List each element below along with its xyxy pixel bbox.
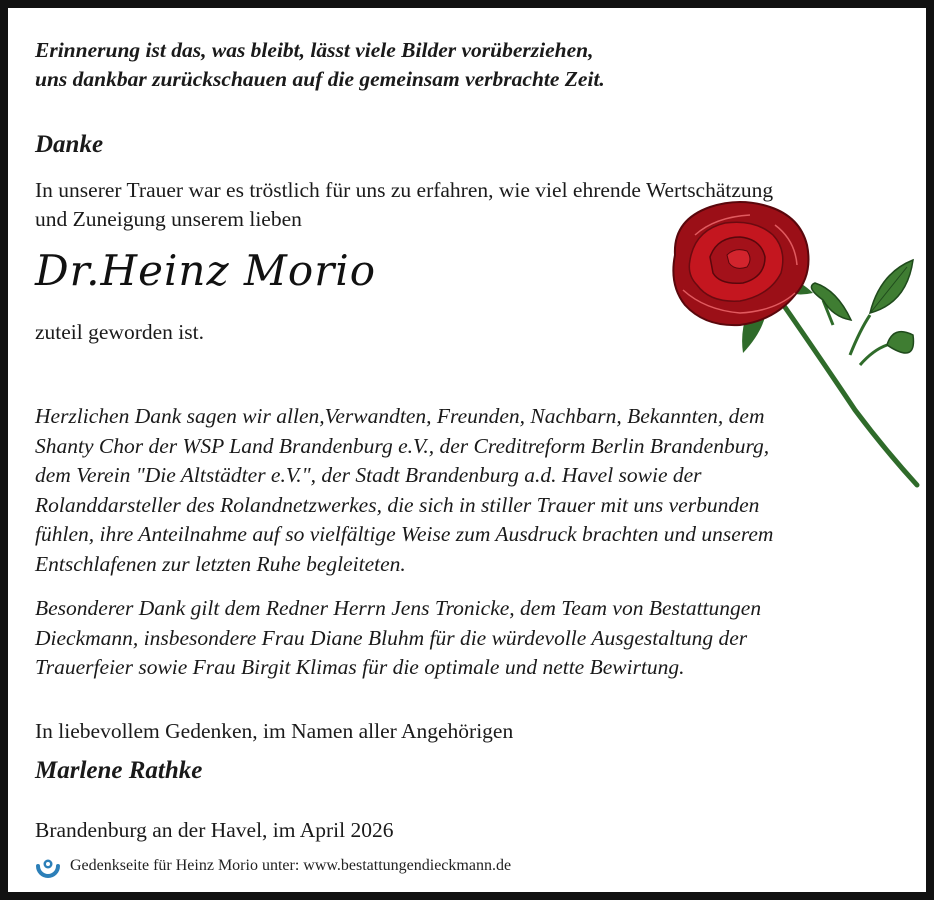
- thanks2-line: Trauerfeier sowie Frau Birgit Klimas für die optimale und nette Bewirtung.: [35, 655, 685, 680]
- intro-line-1: In unserer Trauer war es tröstlich für uns zu erfahren, wie viel ehrende Wertschätzung: [35, 178, 774, 202]
- motto-verse: [35, 36, 605, 94]
- thanks2-line: Dieckmann, insbesondere Frau Diane Bluhm für die würdevolle Ausgestaltung der: [35, 625, 748, 650]
- thanks1-line: fühlen, ihre Anteilnahme auf so vielfältige Weise zum Ausdruck brachten und unserem: [35, 522, 774, 547]
- signer-name: Marlene Rathke: [35, 757, 203, 784]
- motto-line-1: Erinnerung ist das, was bleibt, lässt viele Bilder vorüberziehen,: [35, 38, 594, 62]
- memorial-logo-icon: [34, 854, 62, 882]
- thanks1-line: Entschlafenen zur letzten Ruhe begleiteten.: [35, 551, 406, 576]
- place-date: Brandenburg an der Havel, im April 2026: [35, 818, 394, 842]
- footer-memorial-link: Gedenkseite für Heinz Morio unter: www.bestattungendieckmann.de: [70, 857, 512, 874]
- thanks1-line: Herzlichen Dank sagen wir allen,Verwandten, Freunden, Nachbarn, Bekannten, dem: [35, 404, 765, 428]
- heading-danke: Danke: [35, 131, 104, 158]
- thanks1-line: Rolanddarsteller des Rolandnetzwerkes, die sich in stiller Trauer mit uns verbunden: [35, 492, 760, 517]
- intro-line-2: und Zuneigung unserem lieben: [35, 207, 302, 231]
- red-rose-illustration: [655, 195, 920, 490]
- closing-line: In liebevollem Gedenken, im Namen aller Angehörigen: [35, 719, 514, 743]
- motto-line-2: uns dankbar zurückschauen auf die gemeinsam verbrachte Zeit.: [35, 67, 605, 91]
- intro-end: zuteil geworden ist.: [35, 320, 204, 344]
- thanks2-line: Besonderer Dank gilt dem Redner Herrn Jens Tronicke, dem Team von Bestattungen: [35, 596, 762, 620]
- thanks1-line: Shanty Chor der WSP Land Brandenburg e.V., der Creditreform Berlin Brandenburg,: [35, 433, 770, 458]
- thanks1-line: dem Verein "Die Altstädter e.V.", der Stadt Brandenburg a.d. Havel sowie der: [35, 463, 702, 488]
- deceased-name: Dr.Heinz Morio: [35, 246, 377, 295]
- thanks-paragraph-2: [35, 594, 761, 683]
